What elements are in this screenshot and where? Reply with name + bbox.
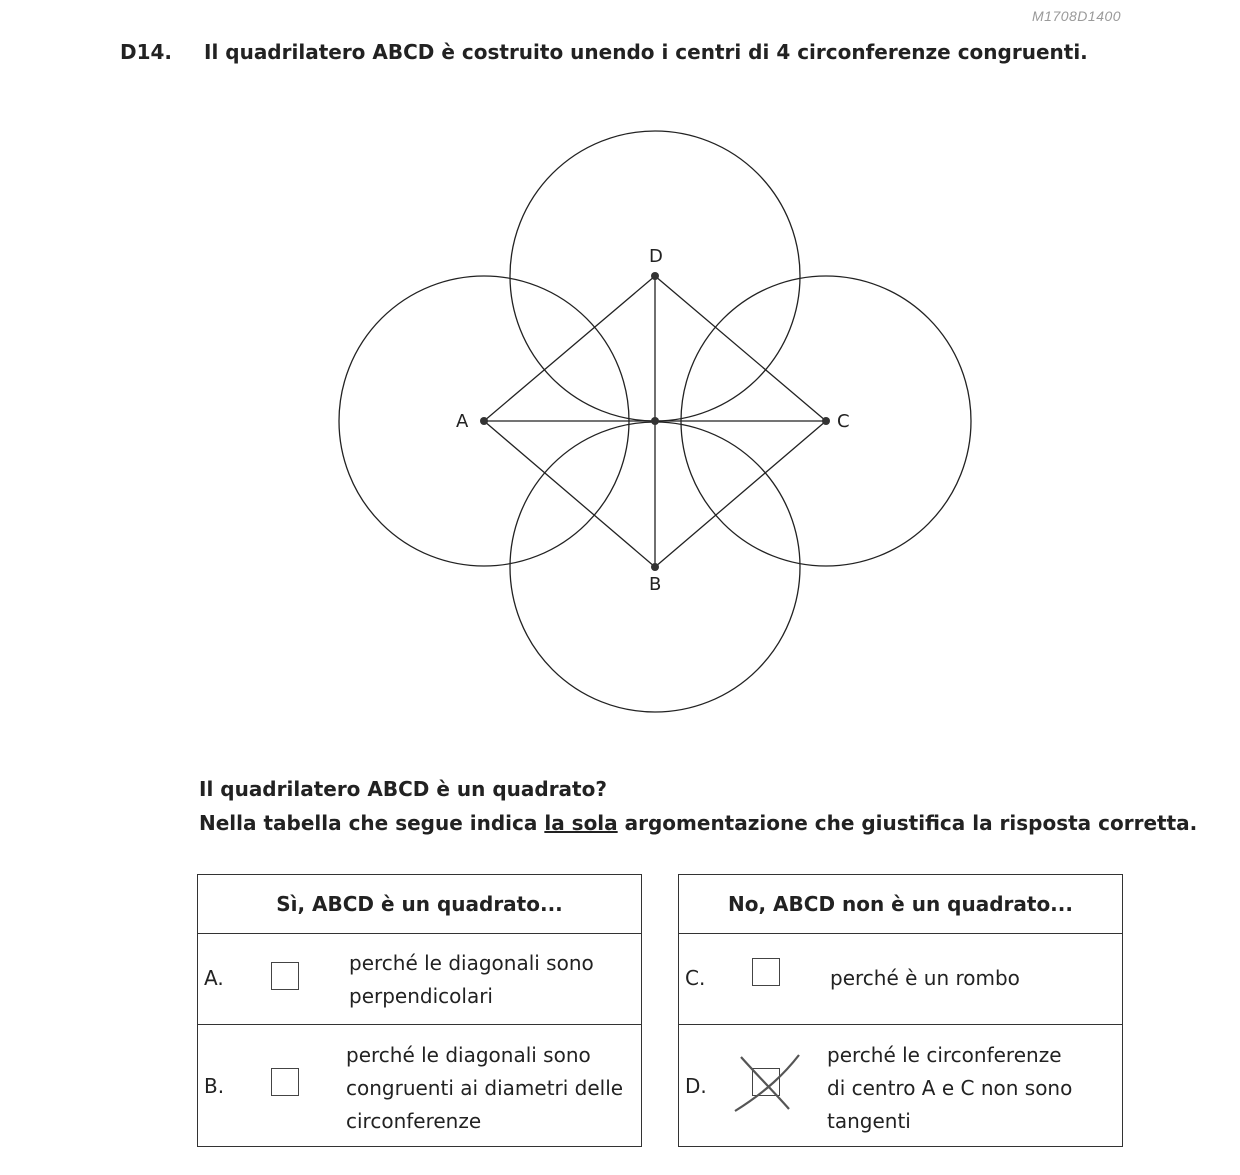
option-c-letter: C. [685, 966, 706, 990]
instructions [199, 772, 1197, 840]
point-b [651, 563, 659, 571]
table-no-header: No, ABCD non è un quadrato... [679, 875, 1122, 934]
option-a-row [198, 934, 641, 1025]
point-c [822, 417, 830, 425]
option-b-text: perché le diagonali sono congruenti ai diametri delle circonferenze [346, 1043, 624, 1133]
table-yes-header: Sì, ABCD è un quadrato... [198, 875, 641, 934]
option-d-letter: D. [685, 1074, 707, 1098]
point-a [480, 417, 488, 425]
option-b-letter: B. [204, 1074, 225, 1098]
instruction-line-2: Nella tabella che segue indica la sola argomentazione che giustifica la risposta corretta. [199, 811, 1198, 835]
option-a-checkbox[interactable] [271, 962, 299, 990]
question-number: D14. [120, 40, 173, 64]
label-d: D [649, 246, 663, 267]
option-c-text: perché è un rombo [830, 966, 1020, 990]
point-center [651, 417, 659, 425]
table-yes [197, 874, 642, 1147]
option-d-row [679, 1025, 1122, 1147]
option-a-letter: A. [204, 966, 224, 990]
option-c-checkbox[interactable] [752, 958, 780, 986]
point-d [651, 272, 659, 280]
question-text: Il quadrilatero ABCD è costruito unendo i centri di 4 circonferenze congruenti. [204, 40, 1088, 64]
instruction-line-1: Il quadrilatero ABCD è un quadrato? [199, 777, 607, 801]
document-code: M1708D1400 [1032, 8, 1122, 24]
option-b-checkbox[interactable] [271, 1068, 299, 1096]
label-c: C [837, 411, 850, 432]
option-c-row [679, 934, 1122, 1025]
label-a: A [456, 411, 469, 432]
table-no [678, 874, 1123, 1147]
option-b-row [198, 1025, 641, 1147]
option-a-text: perché le diagonali sono perpendicolari [349, 951, 594, 1008]
option-d-text: perché le circonferenze di centro A e C non sono tangenti [827, 1043, 1073, 1133]
underlined-phrase: la sola [544, 811, 618, 835]
label-b: B [649, 574, 662, 595]
cross-mark-icon [727, 1049, 807, 1119]
